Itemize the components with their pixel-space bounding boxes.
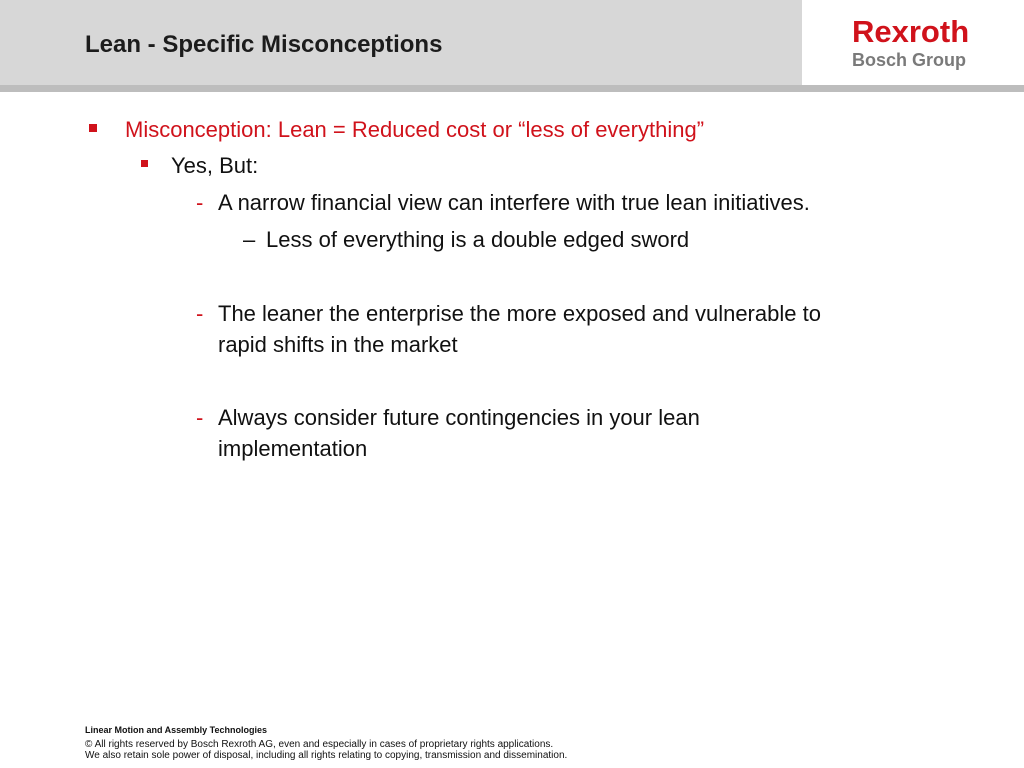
dash-item-2-line2: rapid shifts in the market <box>218 332 458 357</box>
page-title: Lean - Specific Misconceptions <box>85 31 443 58</box>
square-bullet-icon <box>89 124 97 132</box>
square-bullet-icon <box>141 160 148 167</box>
dash-item-2-line1: The leaner the enterprise the more exposed and vulnerable to <box>218 301 821 326</box>
dash-item-3-line1: Always consider future contingencies in your lean <box>218 405 700 430</box>
endash-bullet: – <box>243 227 256 252</box>
dash-item-1: A narrow financial view can interfere with true lean initiatives. <box>218 190 810 215</box>
bullet-level1: Misconception: Lean = Reduced cost or “less of everything” <box>125 117 705 142</box>
footer-department: Linear Motion and Assembly Technologies <box>85 725 268 735</box>
sub-item-1: Less of everything is a double edged sword <box>266 227 690 252</box>
header-divider <box>0 85 1024 92</box>
dash-bullet: - <box>196 190 204 215</box>
logo-brand: Rexroth <box>852 14 970 49</box>
footer-copyright-line1: © All rights reserved by Bosch Rexroth AG, even and especially in cases of proprietary rights applications. <box>85 739 554 750</box>
footer-copyright <box>85 739 567 761</box>
footer-copyright-line2: We also retain sole power of disposal, including all rights relating to copying, transmission and dissemination. <box>85 750 568 761</box>
logo-group: Bosch Group <box>852 50 967 70</box>
dash-bullet: - <box>196 301 204 326</box>
dash-item-3-line2: implementation <box>218 436 368 461</box>
bullet-level2: Yes, But: <box>171 153 259 178</box>
dash-bullet: - <box>196 405 204 430</box>
